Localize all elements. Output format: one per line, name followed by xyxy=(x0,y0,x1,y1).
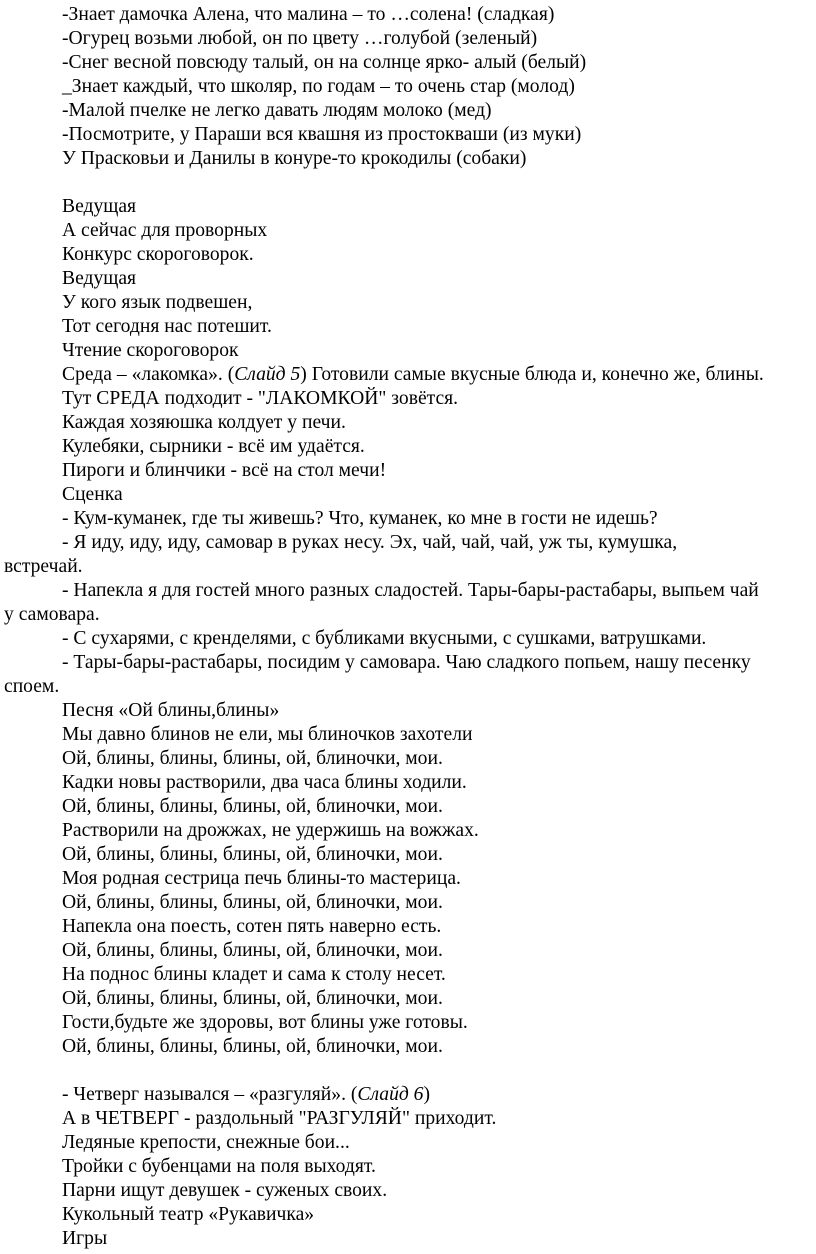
song-refrain: Ой, блины, блины, блины, ой, блиночки, мои. xyxy=(62,1036,443,1057)
speaker-label: Ведущая xyxy=(62,268,137,289)
slide-reference: Слайд 6 xyxy=(357,1084,424,1105)
dialogue-line: - Тары-бары-растабары, посидим у самовара. Чаю сладкого попьем, нашу песенку xyxy=(62,652,751,673)
slide-line xyxy=(62,363,764,387)
riddle-line: -Знает дамочка Алена, что малина – то …солена! (сладкая) xyxy=(62,4,555,25)
poem-line: Тройки с бубенцами на поля выходят. xyxy=(62,1156,376,1177)
text-span: Среда – «лакомка». ( xyxy=(62,364,235,385)
section-heading: Сценка xyxy=(62,484,123,505)
song-refrain: Ой, блины, блины, блины, ой, блиночки, мои. xyxy=(62,796,443,817)
poem-line: Пироги и блинчики - всё на стол мечи! xyxy=(62,460,387,481)
song-title: Песня «Ой блины,блины» xyxy=(62,700,280,721)
song-refrain: Ой, блины, блины, блины, ой, блиночки, мои. xyxy=(62,892,443,913)
song-line: Моя родная сестрица печь блины-то мастерица. xyxy=(62,868,461,889)
text-line: Тот сегодня нас потешит. xyxy=(62,316,272,337)
riddle-line: -Огурец возьми любой, он по цвету …голубой (зеленый) xyxy=(62,28,538,49)
song-line: Растворили на дрожжах, не удержишь на вожжах. xyxy=(62,820,479,841)
text-line: У кого язык подвешен, xyxy=(62,292,253,313)
song-refrain: Ой, блины, блины, блины, ой, блиночки, мои. xyxy=(62,844,443,865)
song-refrain: Ой, блины, блины, блины, ой, блиночки, мои. xyxy=(62,748,443,769)
song-line: Напекла она поесть, сотен пять наверно есть. xyxy=(62,916,442,937)
text-line: Конкурс скороговорок. xyxy=(62,244,254,265)
riddle-line: _Знает каждый, что школяр, по годам – то очень стар (молод) xyxy=(62,76,575,97)
slide-line xyxy=(62,1083,430,1107)
dialogue-line: - С сухарями, с кренделями, с бубликами вкусными, с сушками, ватрушками. xyxy=(62,628,707,649)
text-span: - Четверг назывался – «разгуляй». ( xyxy=(62,1084,358,1105)
song-line: Мы давно блинов не ели, мы блиночков захотели xyxy=(62,724,473,745)
slide-reference: Слайд 5 xyxy=(234,364,301,385)
poem-line: Кулебяки, сырники - всё им удаётся. xyxy=(62,436,365,457)
song-line: Кадки новы растворили, два часа блины ходили. xyxy=(62,772,467,793)
text-line: А сейчас для проворных xyxy=(62,220,268,241)
dialogue-line: - Я иду, иду, иду, самовар в руках несу. Эх, чай, чай, чай, уж ты, кумушка, xyxy=(62,532,678,553)
song-line: На поднос блины кладет и сама к столу несет. xyxy=(62,964,446,985)
dialogue-line: - Кум-куманек, где ты живешь? Что, куманек, ко мне в гости не идешь? xyxy=(62,508,658,529)
dialogue-line-wrap: споем. xyxy=(4,676,60,697)
dialogue-line-wrap: встречай. xyxy=(4,556,83,577)
poem-line: Тут СРЕДА подходит - "ЛАКОМКОЙ" зовётся. xyxy=(62,388,459,409)
riddle-line: У Прасковьи и Данилы в конуре-то крокодилы (собаки) xyxy=(62,148,527,169)
speaker-label: Ведущая xyxy=(62,196,137,217)
riddle-line: -Снег весной повсюду талый, он на солнце ярко- алый (белый) xyxy=(62,52,587,73)
riddle-line: -Посмотрите, у Параши вся квашня из простокваши (из муки) xyxy=(62,124,582,145)
riddle-line: -Малой пчелке не легко давать людям молоко (мед) xyxy=(62,100,492,121)
song-refrain: Ой, блины, блины, блины, ой, блиночки, мои. xyxy=(62,940,443,961)
poem-line: Ледяные крепости, снежные бои... xyxy=(62,1132,350,1153)
song-refrain: Ой, блины, блины, блины, ой, блиночки, мои. xyxy=(62,988,443,1009)
song-line: Гости,будьте же здоровы, вот блины уже готовы. xyxy=(62,1012,468,1033)
text-span: ) Готовили самые вкусные блюда и, конечно же, блины. xyxy=(300,364,764,385)
section-heading: Игры xyxy=(62,1228,108,1249)
section-heading: Кукольный театр «Рукавичка» xyxy=(62,1204,315,1225)
text-span: ) xyxy=(423,1084,431,1105)
dialogue-line: - Напекла я для гостей много разных сладостей. Тары-бары-растабары, выпьем чай xyxy=(62,580,759,601)
poem-line: А в ЧЕТВЕРГ - раздольный "РАЗГУЛЯЙ" приходит. xyxy=(62,1108,497,1129)
section-heading: Чтение скороговорок xyxy=(62,340,239,361)
poem-line: Каждая хозяюшка колдует у печи. xyxy=(62,412,346,433)
dialogue-line-wrap: у самовара. xyxy=(4,604,100,625)
poem-line: Парни ищут девушек - суженых своих. xyxy=(62,1180,388,1201)
